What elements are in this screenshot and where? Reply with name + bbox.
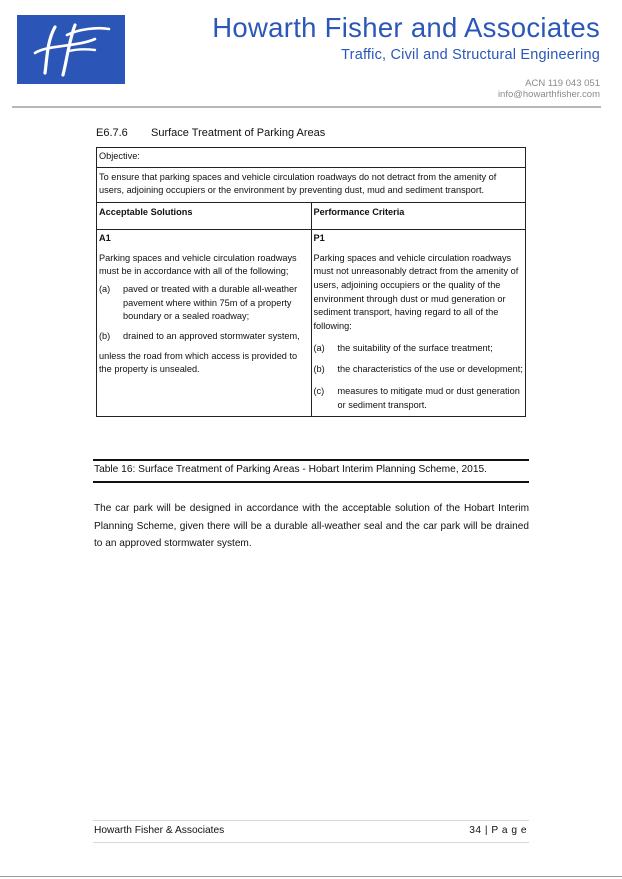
criterion-intro: Parking spaces and vehicle circulation roadways must not unreasonably detract from the amenity of users, adjoining occupiers or the quality of the environment through dust or mud generation or sediment transport, having regard to all of the following: [313,252,519,332]
body-paragraph: The car park will be designed in accordance with the acceptable solution of the Hobart Interim Planning Scheme, given there will be a durable all-weather seal and the car park will be drained to an approved stormwater system. [94,503,529,549]
list-item-text: drained to an approved stormwater system, [123,331,300,342]
table-row [97,229,526,416]
list-item [99,330,309,344]
company-tagline: Traffic, Civil and Structural Engineering [341,47,600,63]
list-item [99,283,309,324]
acceptable-solution-cell [97,229,312,416]
list-item-text: the suitability of the surface treatment; [337,342,493,353]
list-item-label: (c) [313,386,325,397]
list-item-label: (a) [313,342,325,353]
footer-divider [93,820,529,821]
table-caption: Table 16: Surface Treatment of Parking Areas - Hobart Interim Planning Scheme, 2015. [94,464,487,475]
list-item [314,342,524,356]
section-title: Surface Treatment of Parking Areas [151,127,326,139]
list-item [314,363,524,377]
list-item-label: (b) [313,364,325,375]
list-item-text: measures to mitigate mud or dust generation or sediment transport. [337,386,520,410]
table-row [97,167,526,202]
list-item-label: (a) [99,283,111,294]
hf-monogram-icon [17,15,125,84]
company-email: info@howarthfisher.com [497,89,600,100]
footer-company: Howarth Fisher & Associates [94,825,225,836]
planning-table [96,147,526,417]
solution-intro: Parking spaces and vehicle circulation roadways must be in accordance with all of the following; [99,252,297,277]
caption-rule-bottom [93,481,529,483]
objective-text: To ensure that parking spaces and vehicle circulation roadways do not detract from the amenity of users, adjoining occupiers or the environment by preventing dust, mud and sediment transport. [99,171,497,196]
footer-divider-bottom [93,842,529,843]
page-edge [0,876,622,877]
performance-criterion-cell [311,229,526,416]
company-name: Howarth Fisher and Associates [212,12,600,43]
list-item-text: paved or treated with a durable all-weather pavement where within 75m of a property boundary or a sealed roadway; [123,283,298,322]
header-divider [12,106,601,108]
objective-text-cell [97,167,526,202]
performance-criteria-header: Performance Criteria [311,203,526,230]
list-item-label: (b) [99,331,111,342]
objective-label-cell [97,148,526,168]
solution-code: A1 [99,232,111,243]
acceptable-solutions-header: Acceptable Solutions [97,203,312,230]
section-number: E6.7.6 [96,127,128,139]
caption-rule-top [93,459,529,461]
company-logo [17,15,125,84]
page-number: 34 | P a g e [469,825,527,836]
list-item [314,385,524,412]
table-row [97,148,526,168]
criterion-code: P1 [313,232,325,243]
list-item-text: the characteristics of the use or development; [337,364,523,375]
objective-label: Objective: [99,151,140,161]
table-row [97,203,526,230]
section-heading [96,127,325,139]
solution-outro: unless the road from which access is provided to the property is unsealed. [99,350,298,375]
company-acn: ACN 119 043 051 [525,78,600,89]
